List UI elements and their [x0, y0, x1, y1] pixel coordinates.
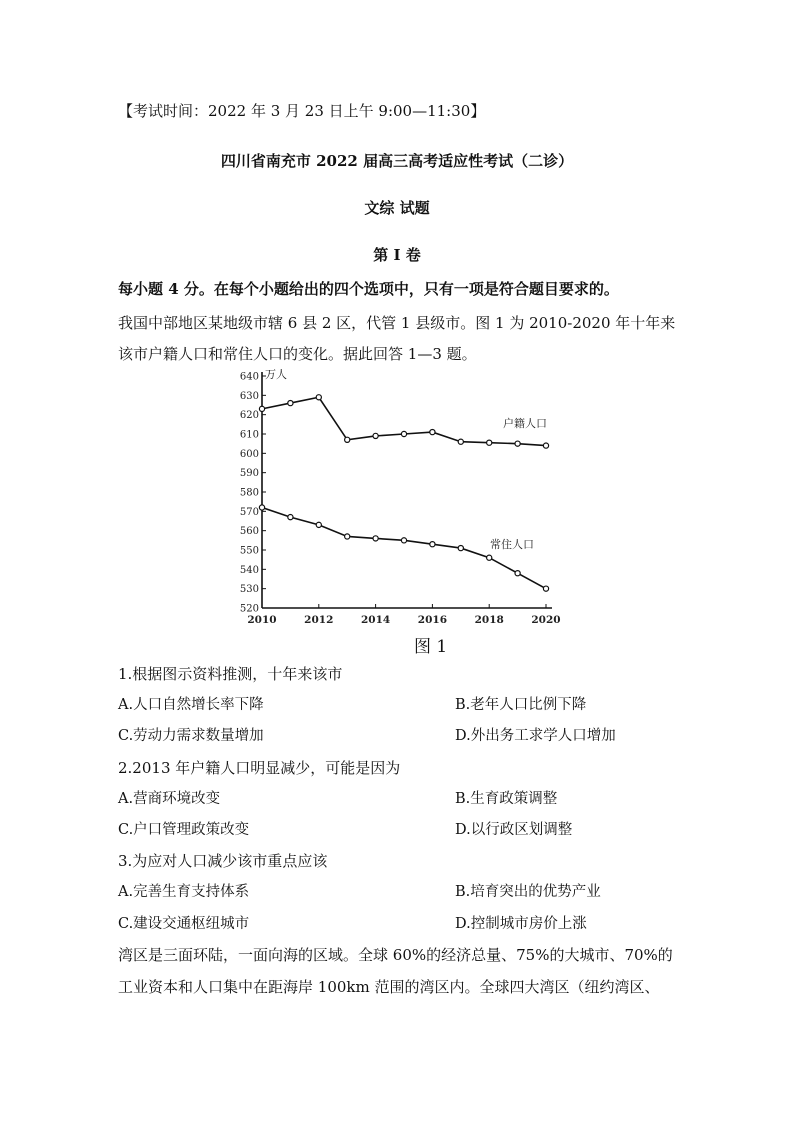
x-tick-label: 2018 — [474, 614, 504, 626]
x-tick-label: 2012 — [304, 614, 334, 626]
series-label-huji: 户籍人口 — [503, 417, 547, 430]
exam-time: 【考试时间：2022 年 3 月 23 日上午 9:00—11:30】 — [118, 102, 486, 120]
figure-caption: 图 1 — [414, 637, 448, 657]
data-point — [259, 505, 264, 510]
question-1-option-b[interactable]: B.老年人口比例下降 — [455, 697, 587, 713]
question-3-option-a[interactable]: A.完善生育支持体系 — [118, 884, 250, 900]
subject-title: 文综 试题 — [364, 199, 430, 217]
passage-line-2: 工业资本和人口集中在距海岸 100km 范围的湾区内。全球四大湾区（纽约湾区、 — [118, 978, 660, 996]
data-point — [430, 542, 435, 547]
question-3-option-b[interactable]: B.培育突出的优势产业 — [455, 884, 601, 900]
intro-line-1: 我国中部地区某地级市辖 6 县 2 区，代管 1 县级市。图 1 为 2010-2020 年十年来 — [118, 314, 676, 332]
data-point — [515, 571, 520, 576]
y-tick-label: 600 — [239, 448, 259, 460]
y-tick-label: 580 — [239, 487, 259, 499]
y-tick-label: 560 — [239, 526, 259, 538]
data-point — [373, 433, 378, 438]
data-point — [288, 400, 293, 405]
data-point — [458, 545, 463, 550]
y-tick-label: 550 — [239, 545, 259, 557]
data-point — [345, 437, 350, 442]
y-tick-label: 590 — [239, 468, 259, 480]
y-tick-label: 520 — [239, 603, 259, 615]
data-point — [543, 586, 548, 591]
data-point — [373, 536, 378, 541]
instruction: 每小题 4 分。在每个小题给出的四个选项中，只有一项是符合题目要求的。 — [118, 280, 619, 298]
question-2-stem: 2.2013 年户籍人口明显减少，可能是因为 — [118, 759, 401, 777]
y-tick-label: 610 — [239, 429, 259, 441]
y-tick-label: 540 — [239, 564, 259, 576]
question-3-option-c[interactable]: C.建设交通枢纽城市 — [118, 916, 250, 932]
passage-line-1: 湾区是三面环陆，一面向海的区域。全球 60%的经济总量、75%的大城市、70%的 — [118, 946, 673, 964]
question-3-stem: 3.为应对人口减少该市重点应该 — [118, 852, 328, 870]
y-tick-label: 530 — [239, 584, 259, 596]
y-tick-label: 620 — [239, 410, 259, 422]
volume-title: 第 I 卷 — [373, 246, 421, 264]
data-point — [543, 443, 548, 448]
series-label-changzhu: 常住人口 — [490, 538, 534, 551]
y-axis-unit-label: 万人 — [265, 368, 287, 381]
data-point — [430, 429, 435, 434]
data-point — [345, 534, 350, 539]
question-1-option-a[interactable]: A.人口自然增长率下降 — [118, 697, 264, 713]
x-tick-label: 2014 — [360, 614, 391, 626]
y-tick-label: 570 — [239, 506, 259, 518]
population-chart — [222, 368, 572, 658]
question-2-option-a[interactable]: A.营商环境改变 — [118, 791, 221, 807]
question-1-option-c[interactable]: C.劳动力需求数量增加 — [118, 728, 264, 744]
data-point — [515, 441, 520, 446]
question-2-option-d[interactable]: D.以行政区划调整 — [455, 822, 573, 838]
x-tick-label: 2016 — [417, 614, 448, 626]
data-point — [487, 555, 492, 560]
y-tick-label: 630 — [239, 390, 259, 402]
question-3-option-d[interactable]: D.控制城市房价上涨 — [455, 916, 587, 932]
exam-title: 四川省南充市 2022 届高三高考适应性考试（二诊） — [220, 152, 574, 170]
data-point — [288, 515, 293, 520]
data-point — [316, 522, 321, 527]
data-point — [259, 406, 264, 411]
y-tick-label: 640 — [239, 371, 259, 383]
data-point — [458, 439, 463, 444]
x-tick-label: 2010 — [247, 614, 277, 626]
question-2-option-c[interactable]: C.户口管理政策改变 — [118, 822, 250, 838]
data-point — [487, 440, 492, 445]
question-1-option-d[interactable]: D.外出务工求学人口增加 — [455, 728, 616, 744]
intro-line-2: 该市户籍人口和常住人口的变化。据此回答 1—3 题。 — [118, 345, 477, 363]
x-tick-label: 2020 — [531, 614, 561, 626]
data-point — [401, 538, 406, 543]
question-2-option-b[interactable]: B.生育政策调整 — [455, 791, 558, 807]
question-1-stem: 1.根据图示资料推测，十年来该市 — [118, 665, 343, 683]
data-point — [401, 431, 406, 436]
data-point — [316, 395, 321, 400]
